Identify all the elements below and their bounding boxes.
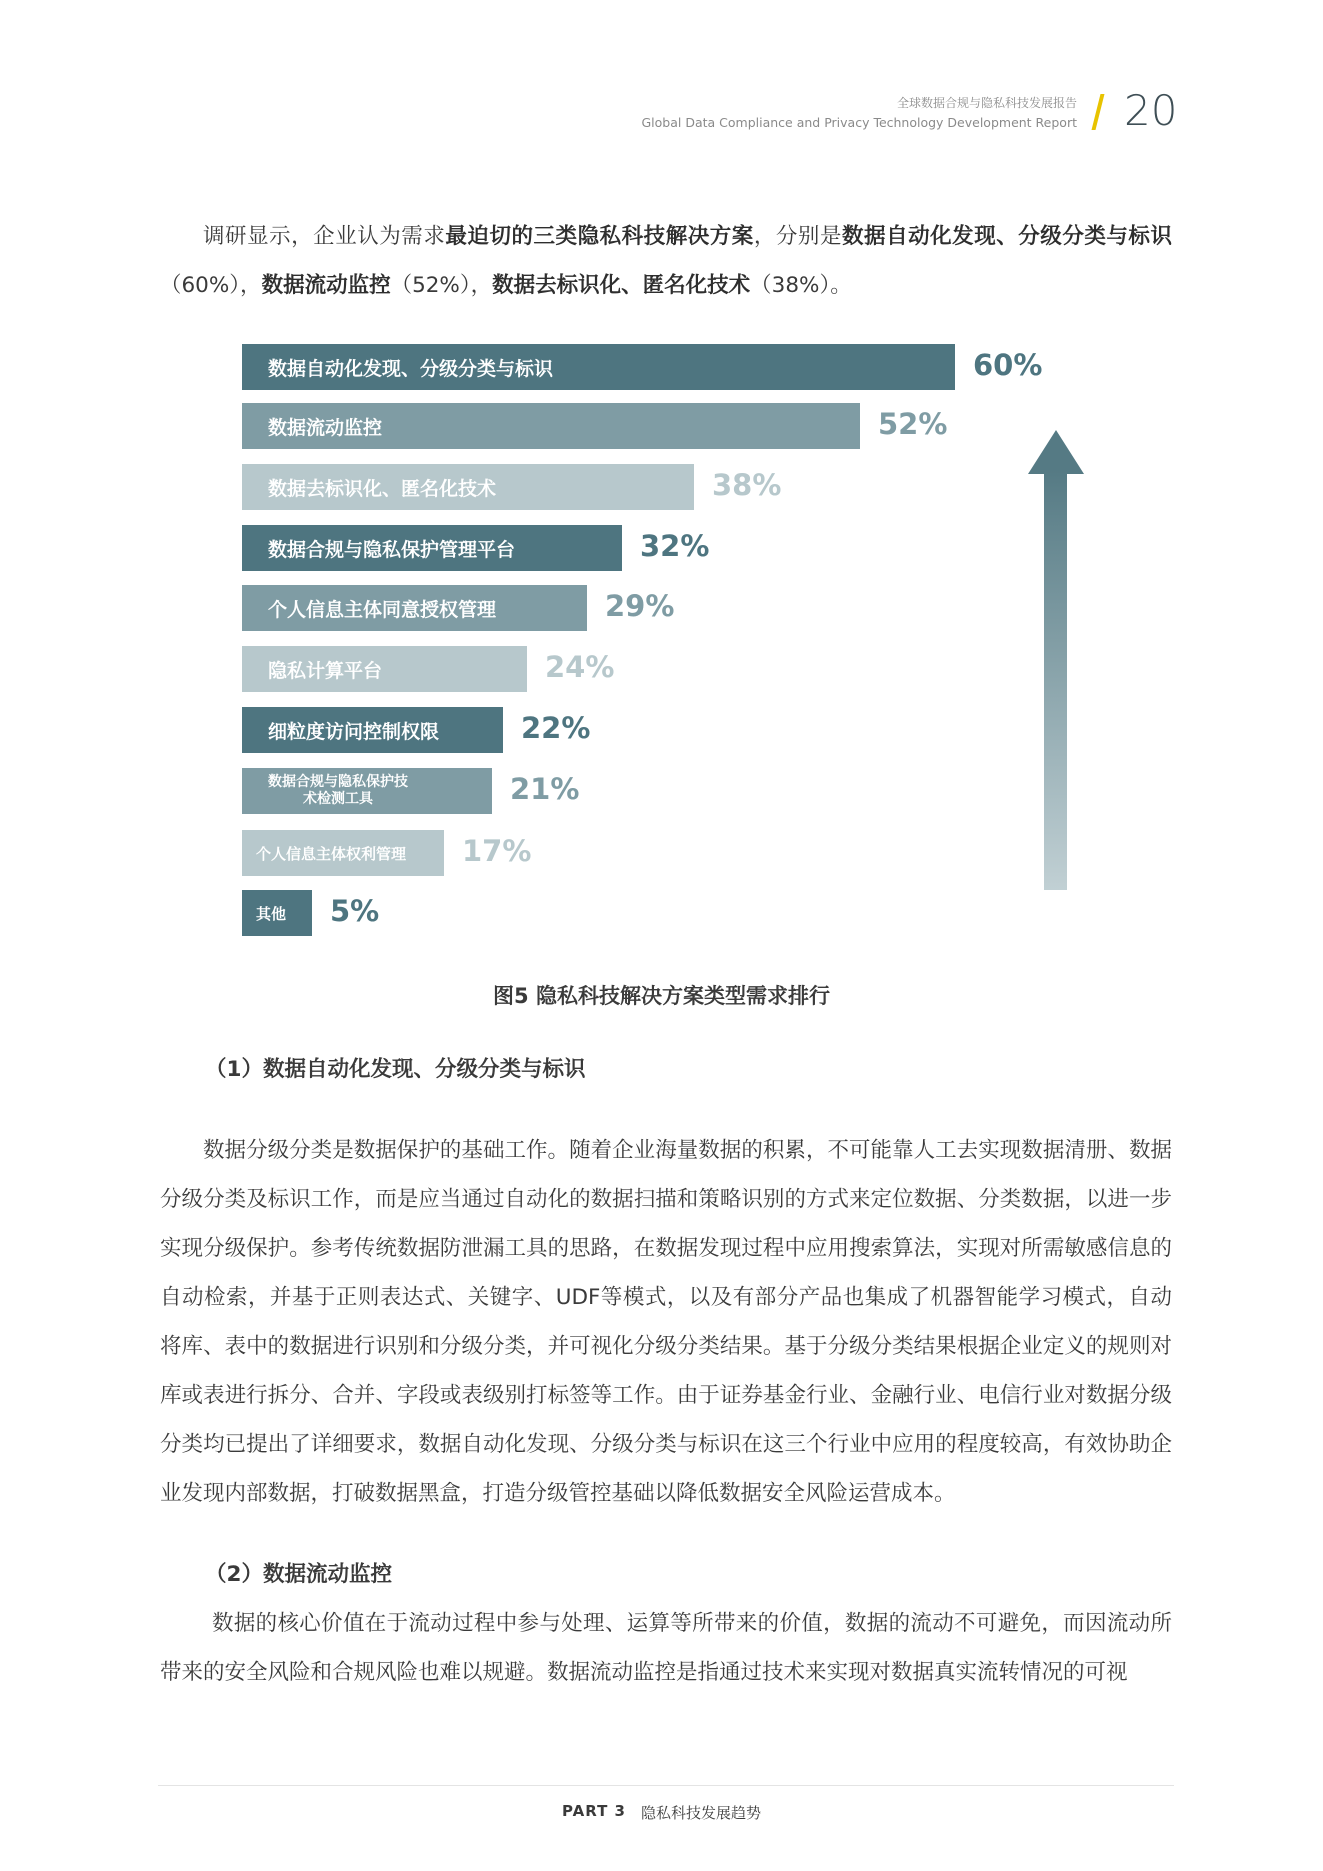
intro-text: ，: [470, 273, 493, 298]
arrow-shaft: [1044, 470, 1067, 890]
bar-value-label: 32%: [640, 529, 710, 563]
chart-bar: [242, 525, 622, 571]
bar-value-label: 24%: [545, 650, 615, 684]
chart-bar: [242, 464, 694, 510]
bar-label-line: 术检测工具: [303, 791, 373, 807]
chart-bar: [242, 403, 860, 449]
intro-highlight: 最迫切的三类隐私科技解决方案: [445, 224, 754, 249]
report-title-cn: 全球数据合规与隐私科技发展报告: [896, 96, 1077, 110]
chart-bar: [242, 768, 492, 814]
bar-label-line: 数据合规与隐私保护技: [268, 774, 408, 790]
section-heading: （2）数据流动监控: [205, 1562, 392, 1587]
intro-highlight: 数据去标识化、匿名化技术: [492, 273, 751, 298]
intro-highlight: 数据自动化发现、分级分类与标识: [842, 224, 1172, 249]
section-body: 数据分级分类是数据保护的基础工作。随着企业海量数据的积累，不可能靠人工去实现数据清册、数据分级分类及标识工作，而是应当通过自动化的数据扫描和策略识别的方式来定位数据、分类数据，以进一步实现分级保护。参考传统数据防泄漏工具的思路，在数据发现过程中应用搜索算法，实现对所需敏感信息的自动检索，并基于正则表达式、关键字、UDF等模式，以及有部分产品也集成了机器智能学习模式，自动将库、表中的数据进行识别和分级分类，并可视化分级分类结果。基于分级分类结果根据企业定义的规则对库或表进行拆分、合并、字段或表级别打标签等工作。由于证券基金行业、金融行业、电信行业对数据分级分类均已提出了详细要求，数据自动化发现、分级分类与标识在这三个行业中应用的程度较高，有效协助企业发现内部数据，打破数据黑盒，打造分级管控基础以降低数据安全风险运营成本。: [160, 1138, 1172, 1506]
intro-text: （38%）。: [750, 273, 852, 298]
chart-bar: [242, 344, 955, 390]
footer-part: PART 3: [562, 1802, 626, 1820]
bar-value-label: 52%: [878, 407, 948, 441]
section-body: 数据的核心价值在于流动过程中参与处理、运算等所带来的价值，数据的流动不可避免，而因流动所带来的安全风险和合规风险也难以规避。数据流动监控是指通过技术来实现对数据真实流转情况的可视: [160, 1611, 1172, 1685]
intro-highlight: 数据流动监控: [261, 273, 391, 298]
footer-title: 隐私科技发展趋势: [641, 1804, 762, 1822]
bar-label: 其他: [256, 904, 287, 923]
chart-bar: [242, 890, 312, 936]
report-title-en: Global Data Compliance and Privacy Technology Development Report: [641, 115, 1077, 130]
bar-label: 数据自动化发现、分级分类与标识: [268, 357, 554, 380]
chart-bar: [242, 585, 587, 631]
bar-label: 个人信息主体同意授权管理: [268, 598, 497, 621]
intro-text: ，: [240, 273, 262, 298]
bar-label: [268, 774, 408, 808]
figure-caption: 图5 隐私科技解决方案类型需求排行: [493, 984, 830, 1008]
bar-label: 细粒度访问控制权限: [268, 720, 440, 743]
chart-bar: [242, 646, 527, 692]
bar-value-label: 5%: [330, 894, 380, 928]
bar-value-label: 22%: [521, 711, 591, 745]
bar-label: 数据流动监控: [268, 416, 383, 439]
intro-text: （52%）: [390, 273, 471, 298]
bar-value-label: 29%: [605, 589, 675, 623]
footer-divider: [158, 1785, 1174, 1786]
page-number: 20: [1124, 86, 1178, 135]
bar-label: 数据合规与隐私保护管理平台: [268, 538, 516, 561]
intro-text: （60%）: [160, 273, 241, 298]
section-heading: （1）数据自动化发现、分级分类与标识: [205, 1057, 586, 1082]
bar-value-label: 60%: [973, 348, 1043, 382]
intro-text: ，分别是: [753, 224, 842, 249]
chart-bar: [242, 830, 444, 876]
bar-value-label: 21%: [510, 772, 580, 806]
intro-text: 调研显示，企业认为需求: [203, 224, 446, 249]
intro-paragraph: [160, 212, 1172, 310]
arrow-up-icon: [1028, 430, 1084, 474]
chart-bar: [242, 707, 503, 753]
header-divider: [1092, 94, 1105, 130]
bar-value-label: 17%: [462, 834, 532, 868]
bar-value-label: 38%: [712, 468, 782, 502]
bar-label: 个人信息主体权利管理: [256, 844, 407, 863]
bar-label: 隐私计算平台: [268, 659, 383, 682]
bar-label: 数据去标识化、匿名化技术: [268, 477, 497, 500]
